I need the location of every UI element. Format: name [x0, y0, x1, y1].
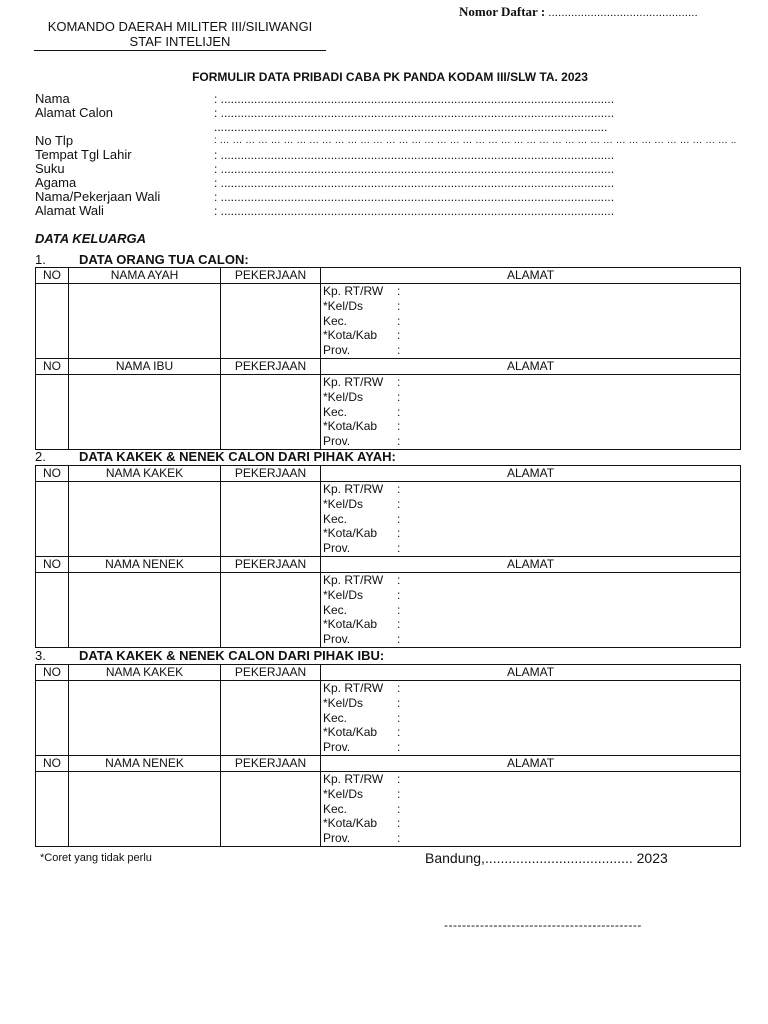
col-header-no: NO: [36, 466, 69, 482]
address-block: [321, 681, 740, 755]
address-line-value[interactable]: [405, 787, 740, 802]
place-date-field[interactable]: Bandung,...................................... 2023: [425, 850, 668, 866]
address-block: [321, 375, 740, 449]
header-divider: [34, 50, 326, 51]
address-line: [321, 328, 740, 343]
address-line: [321, 541, 740, 556]
address-line-value[interactable]: [405, 617, 740, 632]
address-line: [321, 390, 740, 405]
address-line: [321, 725, 740, 740]
cell-name[interactable]: [69, 681, 221, 756]
table-header-row: [36, 557, 741, 573]
address-line-value[interactable]: [405, 512, 740, 527]
cell-address[interactable]: [321, 681, 741, 756]
address-line: [321, 419, 740, 434]
address-line-label: Kp. RT/RW: [323, 772, 384, 786]
field-label-nama: Nama: [35, 91, 70, 106]
cell-job[interactable]: [221, 375, 321, 450]
cell-name[interactable]: [69, 375, 221, 450]
address-line-colon: :: [397, 725, 401, 740]
cell-no[interactable]: [36, 375, 69, 450]
cell-address[interactable]: [321, 482, 741, 557]
field-label-suku: Suku: [35, 161, 65, 176]
address-line-colon: :: [397, 573, 401, 587]
family-data-heading: DATA KELUARGA: [35, 231, 146, 246]
address-line: [321, 512, 740, 527]
address-line-colon: :: [397, 496, 401, 511]
address-line-colon: :: [397, 404, 401, 419]
col-header-address: ALAMAT: [321, 665, 741, 681]
institution-name: KOMANDO DAERAH MILITER III/SILIWANGI: [47, 19, 313, 34]
address-line: [321, 497, 740, 512]
address-line-colon: :: [397, 740, 401, 755]
address-line-value[interactable]: [405, 681, 740, 696]
col-header-address: ALAMAT: [321, 466, 741, 482]
cell-name[interactable]: [69, 482, 221, 557]
address-line-label: Prov.: [323, 434, 351, 449]
section-number: 2.: [35, 449, 46, 464]
address-line-value[interactable]: [405, 696, 740, 711]
address-line-colon: :: [397, 284, 401, 298]
address-line-colon: :: [397, 434, 401, 449]
signature-line[interactable]: --------------------------------------------: [444, 918, 642, 932]
cell-address[interactable]: [321, 772, 741, 847]
cell-job[interactable]: [221, 681, 321, 756]
address-line-value[interactable]: [405, 482, 740, 497]
cell-no[interactable]: [36, 772, 69, 847]
address-line-value[interactable]: [405, 526, 740, 541]
address-line-label: *Kota/Kab: [323, 419, 378, 434]
registration-number-field[interactable]: ..............................................: [548, 7, 698, 19]
table-row: [36, 772, 741, 847]
cell-address[interactable]: [321, 284, 741, 359]
address-line-colon: :: [397, 681, 401, 695]
address-line-value[interactable]: [405, 375, 740, 390]
address-line: [321, 405, 740, 420]
col-header-name: NAMA IBU: [69, 359, 221, 375]
address-line-label: *Kel/Ds: [323, 389, 364, 404]
address-line-colon: :: [397, 419, 401, 434]
registration-number-label: Nomor Daftar: [459, 4, 538, 19]
address-block: [321, 573, 740, 647]
address-line-value[interactable]: [405, 816, 740, 831]
address-line-value[interactable]: [405, 725, 740, 740]
address-line: [321, 482, 740, 497]
address-line: [321, 696, 740, 711]
cell-job[interactable]: [221, 772, 321, 847]
family-table: [35, 664, 741, 847]
address-line-colon: :: [397, 801, 401, 816]
address-line: [321, 573, 740, 588]
address-line-label: *Kel/Ds: [323, 695, 364, 710]
address-line-value[interactable]: [405, 314, 740, 329]
col-header-name: NAMA NENEK: [69, 756, 221, 772]
field-label-nama-pekerjaan-wali: Nama/Pekerjaan Wali: [35, 189, 161, 204]
form-title: FORMULIR DATA PRIBADI CABA PK PANDA KODAM III/SLW TA. 2023: [192, 70, 588, 84]
address-line-label: *Kota/Kab: [323, 617, 378, 632]
cell-job[interactable]: [221, 284, 321, 359]
field-tempat-tgl-lahir[interactable]: : ......................................................................................................................: [214, 148, 615, 162]
address-line-value[interactable]: [405, 541, 740, 556]
field-alamat-calon[interactable]: : ......................................................................................................................: [214, 106, 615, 120]
address-line: [321, 314, 740, 329]
address-line-label: *Kota/Kab: [323, 328, 378, 343]
col-header-job: PEKERJAAN: [221, 359, 321, 375]
col-header-name: NAMA NENEK: [69, 557, 221, 573]
section-title: DATA KAKEK & NENEK CALON DARI PIHAK IBU:: [79, 648, 385, 663]
family-table: [35, 267, 741, 450]
address-line-label: Kec.: [323, 511, 348, 526]
address-line: [321, 375, 740, 390]
field-label-agama: Agama: [35, 175, 77, 190]
address-line-label: *Kota/Kab: [323, 725, 378, 740]
address-line-label: *Kota/Kab: [323, 526, 378, 541]
col-header-job: PEKERJAAN: [221, 268, 321, 284]
address-line: [321, 588, 740, 603]
address-line-colon: :: [397, 617, 401, 632]
family-table: [35, 465, 741, 648]
address-line-value[interactable]: [405, 390, 740, 405]
col-header-no: NO: [36, 665, 69, 681]
address-line: [321, 787, 740, 802]
address-line-label: *Kel/Ds: [323, 496, 364, 511]
address-block: [321, 284, 740, 358]
col-header-no: NO: [36, 359, 69, 375]
field-alamat-wali[interactable]: : ......................................................................................................................: [214, 204, 615, 218]
address-line-colon: :: [397, 831, 401, 846]
address-line-label: Kp. RT/RW: [323, 284, 384, 298]
col-header-no: NO: [36, 268, 69, 284]
table-row: [36, 681, 741, 756]
col-header-no: NO: [36, 756, 69, 772]
address-line: [321, 343, 740, 358]
section-title: DATA ORANG TUA CALON:: [79, 252, 249, 267]
field-nama[interactable]: : ......................................................................................................................: [214, 92, 615, 106]
col-header-address: ALAMAT: [321, 359, 741, 375]
cell-no[interactable]: [36, 284, 69, 359]
address-block: [321, 482, 740, 556]
address-line: [321, 603, 740, 618]
cell-job[interactable]: [221, 573, 321, 648]
address-line: [321, 816, 740, 831]
cell-no[interactable]: [36, 681, 69, 756]
address-line-label: Kec.: [323, 801, 348, 816]
address-line: [321, 632, 740, 647]
address-line-colon: :: [397, 313, 401, 328]
field-label-no-tlp: No Tlp: [35, 133, 74, 148]
address-line: [321, 772, 740, 787]
table-header-row: [36, 756, 741, 772]
address-line-label: Kec.: [323, 313, 348, 328]
field-nama-pekerjaan-wali[interactable]: : ......................................................................................................................: [214, 190, 615, 204]
col-header-job: PEKERJAAN: [221, 557, 321, 573]
section-title: DATA KAKEK & NENEK CALON DARI PIHAK AYAH:: [79, 449, 396, 464]
col-header-address: ALAMAT: [321, 268, 741, 284]
address-line-label: Prov.: [323, 740, 351, 755]
col-header-address: ALAMAT: [321, 756, 741, 772]
cell-no[interactable]: [36, 573, 69, 648]
cell-no[interactable]: [36, 482, 69, 557]
address-line-colon: :: [397, 786, 401, 801]
field-alamat-calon-2[interactable]: ......................................................................................................................: [214, 120, 608, 134]
address-line-label: Kp. RT/RW: [323, 482, 384, 496]
address-line: [321, 681, 740, 696]
address-line-colon: :: [397, 511, 401, 526]
address-line-colon: :: [397, 772, 401, 786]
address-line: [321, 831, 740, 846]
address-line-colon: :: [397, 343, 401, 358]
table-row: [36, 284, 741, 359]
address-line-label: Prov.: [323, 541, 351, 556]
col-header-name: NAMA AYAH: [69, 268, 221, 284]
address-line-label: Kp. RT/RW: [323, 375, 384, 389]
table-row: [36, 482, 741, 557]
field-no-tlp[interactable]: : … … … … … … … … … … … … … … … … … … … … … … … … … … … … … … … … … … … … … … … … ..: [214, 135, 737, 146]
cell-address[interactable]: [321, 375, 741, 450]
field-suku[interactable]: : ......................................................................................................................: [214, 162, 615, 176]
address-line: [321, 526, 740, 541]
address-line-value[interactable]: [405, 434, 740, 449]
registration-number: [459, 4, 698, 20]
address-line-value[interactable]: [405, 588, 740, 603]
address-line: [321, 802, 740, 817]
address-line-value[interactable]: [405, 831, 740, 846]
address-line-value[interactable]: [405, 497, 740, 512]
cell-name[interactable]: [69, 573, 221, 648]
address-line: [321, 434, 740, 449]
address-line-value[interactable]: [405, 802, 740, 817]
address-line-colon: :: [397, 710, 401, 725]
section-number: 1.: [35, 252, 46, 267]
col-header-name: NAMA KAKEK: [69, 466, 221, 482]
cell-job[interactable]: [221, 482, 321, 557]
address-line-colon: :: [397, 298, 401, 313]
address-line-label: *Kota/Kab: [323, 816, 378, 831]
address-line-value[interactable]: [405, 343, 740, 358]
address-line-label: *Kel/Ds: [323, 587, 364, 602]
address-line: [321, 299, 740, 314]
field-label-alamat-wali: Alamat Wali: [35, 203, 104, 218]
address-line-label: Kp. RT/RW: [323, 573, 384, 587]
cell-name[interactable]: [69, 284, 221, 359]
address-line-colon: :: [397, 602, 401, 617]
col-header-job: PEKERJAAN: [221, 665, 321, 681]
registration-number-colon: :: [540, 4, 546, 19]
address-line-label: Prov.: [323, 632, 351, 647]
address-line-value[interactable]: [405, 299, 740, 314]
field-label-alamat-calon: Alamat Calon: [35, 105, 114, 120]
address-line-label: Kp. RT/RW: [323, 681, 384, 695]
table-row: [36, 375, 741, 450]
col-header-no: NO: [36, 557, 69, 573]
address-line-value[interactable]: [405, 632, 740, 647]
address-line-colon: :: [397, 541, 401, 556]
col-header-job: PEKERJAAN: [221, 756, 321, 772]
address-line-colon: :: [397, 482, 401, 496]
address-line-value[interactable]: [405, 573, 740, 588]
address-line-colon: :: [397, 389, 401, 404]
address-line-label: Kec.: [323, 404, 348, 419]
address-line-value[interactable]: [405, 328, 740, 343]
address-line: [321, 617, 740, 632]
address-line-colon: :: [397, 526, 401, 541]
institution-header: [34, 19, 326, 49]
address-block: [321, 772, 740, 846]
address-line-value[interactable]: [405, 772, 740, 787]
col-header-job: PEKERJAAN: [221, 466, 321, 482]
table-header-row: [36, 466, 741, 482]
address-line-value[interactable]: [405, 405, 740, 420]
address-line-value[interactable]: [405, 740, 740, 755]
address-line-label: *Kel/Ds: [323, 298, 364, 313]
address-line-colon: :: [397, 375, 401, 389]
col-header-address: ALAMAT: [321, 557, 741, 573]
section-number: 3.: [35, 648, 46, 663]
address-line-colon: :: [397, 816, 401, 831]
address-line-value[interactable]: [405, 284, 740, 299]
address-line-colon: :: [397, 695, 401, 710]
table-header-row: [36, 665, 741, 681]
address-line-colon: :: [397, 632, 401, 647]
address-line-value[interactable]: [405, 419, 740, 434]
cell-name[interactable]: [69, 772, 221, 847]
strike-out-note: *Coret yang tidak perlu: [40, 852, 152, 864]
table-header-row: [36, 268, 741, 284]
address-line-value[interactable]: [405, 711, 740, 726]
address-line-label: Prov.: [323, 343, 351, 358]
address-line-colon: :: [397, 587, 401, 602]
field-agama[interactable]: : ......................................................................................................................: [214, 176, 615, 190]
address-line-label: Kec.: [323, 710, 348, 725]
address-line-label: Kec.: [323, 602, 348, 617]
address-line: [321, 740, 740, 755]
address-line-label: Prov.: [323, 831, 351, 846]
department-name: STAF INTELIJEN: [129, 34, 231, 49]
table-row: [36, 573, 741, 648]
cell-address[interactable]: [321, 573, 741, 648]
table-header-row: [36, 359, 741, 375]
address-line-label: *Kel/Ds: [323, 786, 364, 801]
address-line: [321, 711, 740, 726]
col-header-name: NAMA KAKEK: [69, 665, 221, 681]
address-line-colon: :: [397, 328, 401, 343]
address-line-value[interactable]: [405, 603, 740, 618]
address-line: [321, 284, 740, 299]
field-label-tempat-tgl-lahir: Tempat Tgl Lahir: [35, 147, 132, 162]
